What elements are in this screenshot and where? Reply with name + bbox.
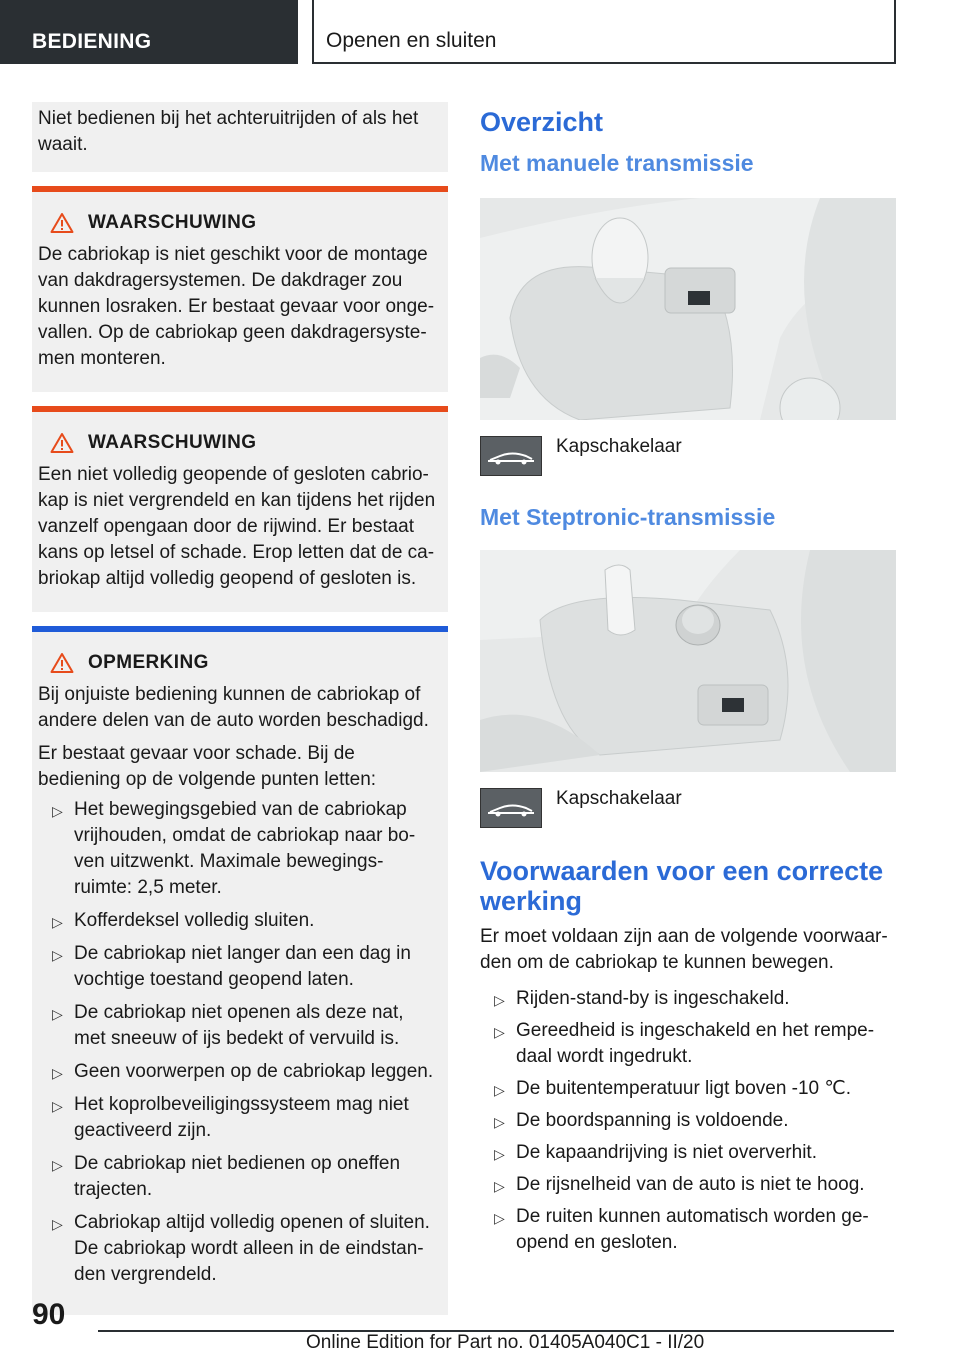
convertible-roof-switch-icon bbox=[480, 788, 542, 828]
triangle-bullet-icon: ▷ bbox=[52, 1065, 63, 1081]
list-item: ▷ Het bewegingsgebied van de cabriokap vrijhouden, omdat de cabriokap naar bo-ven uitzwenkt. Maximale bewegings-ruimte: 2,5 meter. bbox=[52, 799, 416, 898]
caption-label: Kapschakelaar bbox=[556, 788, 682, 809]
steptronic-heading: Met Steptronic-transmissie bbox=[480, 504, 776, 530]
conditions-body bbox=[480, 924, 896, 1256]
conditions-heading: Voorwaarden voor een correcte werking bbox=[480, 856, 884, 916]
triangle-bullet-icon: ▷ bbox=[494, 1178, 505, 1194]
triangle-bullet-icon: ▷ bbox=[494, 1210, 505, 1226]
list-item: ▷ De cabriokap niet langer dan een dag in vochtige toestand geopend laten. bbox=[52, 943, 411, 990]
list-item: ▷ Geen voorwerpen op de cabriokap leggen. bbox=[38, 1059, 438, 1085]
conditions-intro: Er moet voldaan zijn aan de volgende voorwaar-den om de cabriokap te kunnen bewegen. bbox=[480, 926, 888, 973]
list-item: ▷ De rijsnelheid van de auto is niet te hoog. bbox=[480, 1172, 896, 1198]
section-title: BEDIENING bbox=[0, 0, 298, 64]
triangle-bullet-icon: ▷ bbox=[52, 1157, 63, 1173]
list-item: ▷ De cabriokap niet bedienen op oneffen trajecten. bbox=[52, 1153, 401, 1200]
right-column bbox=[480, 102, 896, 1262]
list-item: ▷ Kofferdeksel volledig sluiten. bbox=[38, 908, 438, 934]
edition-text: Online Edition for Part no. 01405A040C1 - II/20 bbox=[306, 1332, 705, 1353]
list-item: ▷ Het koprolbeveiligingssysteem mag niet geactiveerd zijn. bbox=[52, 1094, 409, 1141]
warning-header bbox=[38, 210, 438, 236]
triangle-bullet-icon: ▷ bbox=[52, 1216, 63, 1232]
conditions-list bbox=[480, 986, 896, 1256]
notice-header bbox=[38, 650, 438, 676]
triangle-bullet-icon: ▷ bbox=[52, 1098, 63, 1114]
notice-damage bbox=[32, 626, 448, 1315]
notice-paragraph-1: Bij onjuiste bediening kunnen de cabriokap of andere delen van de auto worden beschadigd. bbox=[38, 684, 429, 731]
warning-title: WAARSCHUWING bbox=[88, 432, 257, 453]
triangle-bullet-icon: ▷ bbox=[494, 992, 505, 1008]
warning-roof-rack bbox=[32, 186, 448, 392]
list-item: ▷ De ruiten kunnen automatisch worden ge-opend en gesloten. bbox=[494, 1206, 869, 1253]
manual-console-illustration bbox=[480, 198, 896, 420]
triangle-bullet-icon: ▷ bbox=[52, 947, 63, 963]
list-item: ▷ De buitentemperatuur ligt boven -10 ℃. bbox=[480, 1076, 896, 1102]
warning-text: De cabriokap is niet geschikt voor de montage van dakdragersystemen. De dakdrager zou kunnen losraken. Er bestaat gevaar voor onge-vallen. Op de cabriokap geen dakdragersyste-men monteren. bbox=[38, 244, 435, 369]
triangle-bullet-icon: ▷ bbox=[52, 1006, 63, 1022]
page-number: 90 bbox=[32, 1298, 66, 1331]
continued-text: Niet bedienen bij het achteruitrijden of als het waait. bbox=[38, 108, 419, 155]
chapter-title: Openen en sluiten bbox=[312, 0, 896, 64]
continued-note bbox=[32, 102, 448, 172]
triangle-bullet-icon: ▷ bbox=[52, 803, 63, 819]
list-item: ▷ Gereedheid is ingeschakeld en het rempe-daal wordt ingedrukt. bbox=[494, 1020, 875, 1067]
list-item: ▷ De boordspanning is voldoende. bbox=[480, 1108, 896, 1134]
steptronic-caption bbox=[480, 788, 896, 828]
warning-unlocked-roof bbox=[32, 406, 448, 612]
list-item: ▷ Cabriokap altijd volledig openen of sluiten. De cabriokap wordt alleen in de eindstan-den vergrendeld. bbox=[52, 1212, 430, 1285]
warning-text: Een niet volledig geopende of gesloten cabrio-kap is niet vergrendeld en kan tijdens het rijden vanzelf opengaan door de rijwind. Er bestaat kans op letsel of schade. Erop letten dat de ca-briokap altijd volledig geopend of gesloten is. bbox=[38, 464, 436, 589]
triangle-bullet-icon: ▷ bbox=[494, 1146, 505, 1162]
list-item: ▷ Rijden-stand-by is ingeschakeld. bbox=[480, 986, 896, 1012]
left-column bbox=[32, 102, 448, 1315]
notice-paragraph-2: Er bestaat gevaar voor schade. Bij de bediening op de volgende punten letten: bbox=[38, 743, 377, 790]
page-header bbox=[0, 0, 960, 66]
triangle-bullet-icon: ▷ bbox=[494, 1114, 505, 1130]
warning-header bbox=[38, 430, 438, 456]
list-item: ▷ De kapaandrijving is niet oververhit. bbox=[480, 1140, 896, 1166]
triangle-bullet-icon: ▷ bbox=[494, 1024, 505, 1040]
steptronic-console-illustration bbox=[480, 550, 896, 772]
notice-title: OPMERKING bbox=[88, 652, 209, 673]
manual-caption bbox=[480, 436, 896, 476]
warning-triangle-icon bbox=[50, 212, 74, 234]
triangle-bullet-icon: ▷ bbox=[494, 1082, 505, 1098]
manual-transmission-heading: Met manuele transmissie bbox=[480, 150, 754, 176]
overview-heading: Overzicht bbox=[480, 107, 604, 137]
triangle-bullet-icon: ▷ bbox=[52, 914, 63, 930]
warning-title: WAARSCHUWING bbox=[88, 212, 257, 233]
convertible-roof-switch-icon bbox=[480, 436, 542, 476]
list-item: ▷ De cabriokap niet openen als deze nat, met sneeuw of ijs bedekt of vervuild is. bbox=[52, 1002, 404, 1049]
notice-bullet-list bbox=[38, 797, 438, 1288]
warning-triangle-icon bbox=[50, 652, 74, 674]
warning-triangle-icon bbox=[50, 432, 74, 454]
caption-label: Kapschakelaar bbox=[556, 436, 682, 457]
